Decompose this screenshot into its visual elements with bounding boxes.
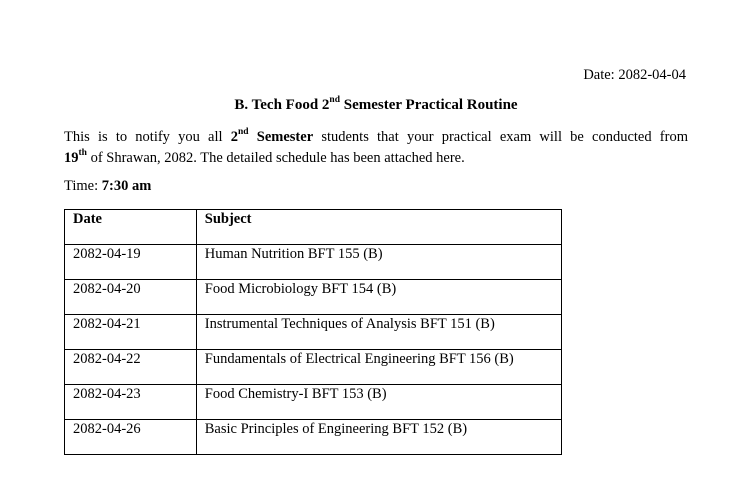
paragraph-text-c: of Shrawan, 2082. The detailed schedule has been attached here. [86, 150, 465, 166]
paragraph-semester [231, 129, 313, 145]
row-subject: Instrumental Techniques of Analysis BFT 151 (B) [196, 315, 561, 350]
row-date: 2082-04-21 [65, 315, 197, 350]
row-subject: Food Microbiology BFT 154 (B) [196, 280, 561, 315]
table-row [65, 245, 562, 280]
paragraph-semester-sup: nd [238, 127, 249, 138]
row-date: 2082-04-26 [65, 420, 197, 455]
header-subject: Subject [196, 210, 561, 245]
paragraph-line-2 [64, 148, 688, 169]
routine-table [64, 209, 562, 455]
paragraph-semester-word: Semester [248, 129, 314, 145]
header-date: Date [65, 210, 197, 245]
table-row [65, 420, 562, 455]
paragraph-text-b: students that your practical exam will be conducted from [313, 129, 688, 145]
paragraph-day-number: 19 [64, 150, 79, 166]
paragraph-day [64, 150, 87, 166]
row-date: 2082-04-23 [65, 385, 197, 420]
notice-paragraph [64, 127, 688, 169]
time-value: 7:30 am [101, 178, 152, 194]
row-date: 2082-04-22 [65, 350, 197, 385]
notice-date: Date: 2082-04-04 [583, 67, 686, 83]
paragraph-text-a: This is to notify you all [64, 129, 231, 145]
paragraph-line-1 [64, 127, 688, 148]
row-subject: Fundamentals of Electrical Engineering BFT 156 (B) [196, 350, 561, 385]
table-row [65, 315, 562, 350]
table-row [65, 385, 562, 420]
table-row [65, 350, 562, 385]
title-text-post: Semester Practical Routine [340, 97, 518, 113]
row-subject: Food Chemistry-I BFT 153 (B) [196, 385, 561, 420]
paragraph-day-sup: th [78, 148, 87, 159]
row-subject: Basic Principles of Engineering BFT 152 (B) [196, 420, 561, 455]
time-label: Time: [64, 178, 102, 194]
title-superscript: nd [329, 95, 340, 105]
table-row [65, 280, 562, 315]
title-text-pre: B. Tech Food 2 [234, 97, 330, 113]
table-header-row [65, 210, 562, 245]
row-subject: Human Nutrition BFT 155 (B) [196, 245, 561, 280]
exam-time [64, 178, 151, 195]
page-title [0, 97, 747, 114]
row-date: 2082-04-19 [65, 245, 197, 280]
row-date: 2082-04-20 [65, 280, 197, 315]
paragraph-semester-number: 2 [230, 129, 238, 145]
